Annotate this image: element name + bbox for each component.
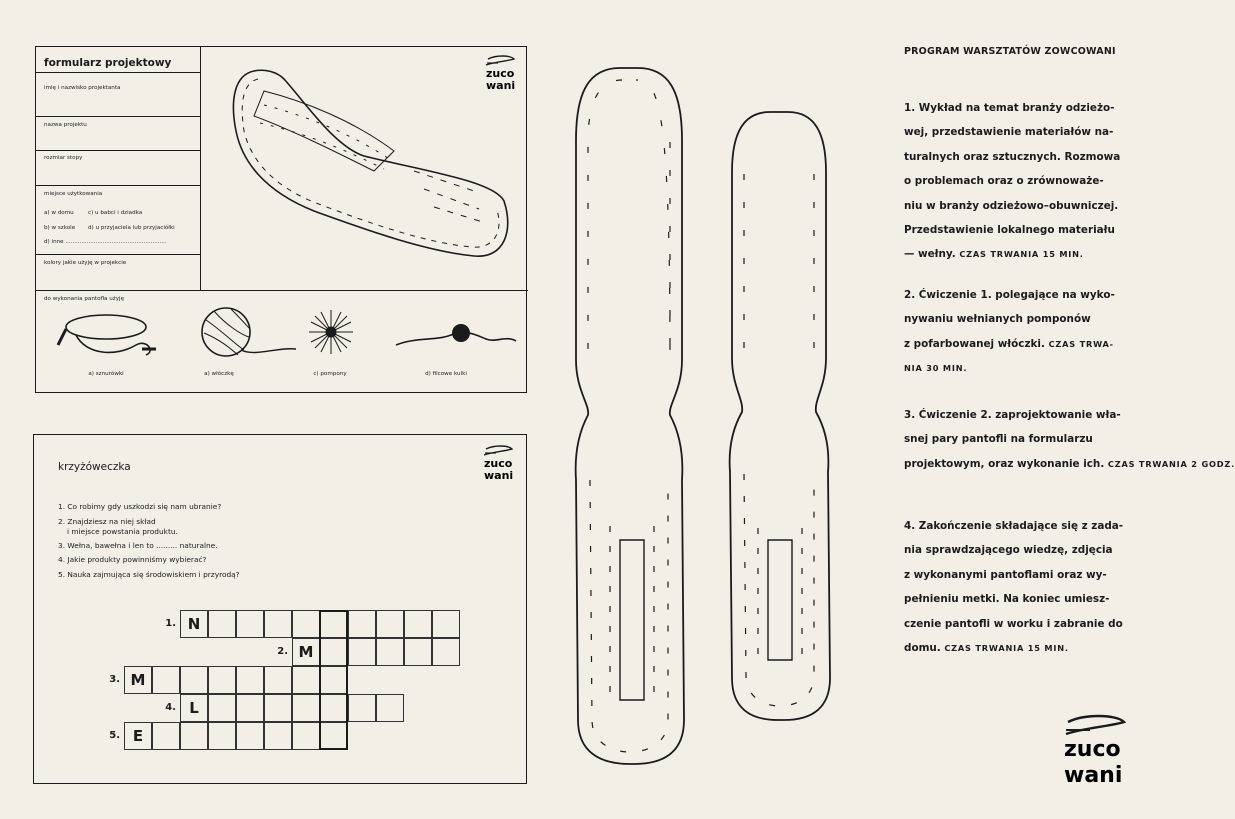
question: 4. Jakie produkty powinniśmy wybierać?	[58, 555, 207, 564]
logo-line2: wani	[484, 469, 514, 482]
program-line: 3. Ćwiczenie 2. zaprojektowanie wła-	[904, 409, 1121, 421]
logo-line1: zuco	[1064, 737, 1121, 762]
program-line: niu w branży odzieżowo–obuwniczej.	[904, 199, 1119, 212]
crossword-cell[interactable]	[236, 694, 264, 722]
program-line: 1. Wykład na temat branży odzieżo-	[904, 102, 1115, 114]
material-label[interactable]: a) włóczkę	[204, 371, 234, 377]
form-title: formularz projektowy	[44, 57, 172, 69]
crossword-cell[interactable]	[208, 666, 236, 694]
crossword-cell[interactable]	[292, 610, 320, 638]
program-line: z wykonanymi pantoflami oraz wy-	[904, 568, 1107, 581]
question: 5. Nauka zajmująca się środowiskiem i przyrodą?	[58, 570, 240, 579]
crossword-letter-cell[interactable]: M	[124, 666, 152, 694]
slipper-sole-illustration	[224, 61, 514, 271]
shoelace-icon	[58, 315, 156, 355]
crossword-cell[interactable]	[208, 722, 236, 750]
question: 3. Wełna, bawełna i len to ......... naturalne.	[58, 541, 218, 550]
crossword-cell[interactable]	[264, 694, 292, 722]
crossword-cell[interactable]	[292, 694, 320, 722]
duration-label: CZAS TRWA-	[1048, 338, 1114, 349]
slipper-pattern-small	[730, 112, 830, 720]
program-line-text: projektowym, oraz wykonanie ich.	[904, 457, 1105, 470]
crossword-cell[interactable]	[292, 666, 320, 694]
logo-line2: wani	[1064, 763, 1123, 788]
duration-label: CZAS TRWANIA 15 MIN.	[944, 643, 1069, 654]
materials-illustrations	[56, 305, 516, 375]
usage-option[interactable]: a) w domu	[44, 210, 74, 216]
clue-number: 2.	[277, 646, 288, 657]
program-line: Przedstawienie lokalnego materiału	[904, 224, 1115, 237]
crossword-cell[interactable]	[236, 666, 264, 694]
crossword-cell[interactable]	[208, 694, 236, 722]
question: 2. Znajdziesz na niej skład	[58, 517, 156, 526]
form-divider	[36, 150, 200, 151]
slipper-patterns	[560, 60, 870, 770]
program-line: turalnych oraz sztucznych. Rozmowa	[904, 150, 1121, 163]
crossword-cell[interactable]	[404, 610, 432, 638]
program-item-3	[904, 403, 1235, 476]
usage-option[interactable]: b) w szkole	[44, 225, 76, 231]
program-line	[904, 636, 1144, 660]
crossword-cell[interactable]	[152, 666, 180, 694]
material-label[interactable]: a) sznurówki	[88, 371, 124, 377]
clue-number: 1.	[165, 618, 176, 629]
program-line-text: — wełny.	[904, 248, 956, 261]
crossword-cell[interactable]	[376, 694, 404, 722]
crossword-cell[interactable]	[208, 610, 236, 638]
crossword-title: krzyżóweczka	[58, 461, 131, 473]
program-line: nywaniu wełnianych pomponów	[904, 313, 1091, 326]
form-divider	[36, 290, 528, 291]
usage-option[interactable]: d) inne .........................................................	[44, 239, 167, 245]
program-item-2	[904, 283, 1144, 381]
design-form-card	[35, 46, 527, 393]
crossword-cell[interactable]	[264, 722, 292, 750]
field-designer-name[interactable]: imię i nazwisko projektanta	[44, 85, 121, 91]
program-line	[904, 332, 1144, 356]
crossword-cell[interactable]	[432, 610, 460, 638]
zucowani-logo-icon	[480, 443, 522, 483]
crossword-letter-cell[interactable]: M	[292, 638, 320, 666]
crossword-letter-cell[interactable]: E	[124, 722, 152, 750]
clue-number: 5.	[109, 730, 120, 741]
duration-label: CZAS TRWANIA 15 MIN.	[959, 249, 1084, 260]
crossword-cell[interactable]	[152, 722, 180, 750]
crossword-cell[interactable]	[348, 694, 376, 722]
crossword-cell[interactable]	[404, 638, 432, 666]
crossword-cell[interactable]	[432, 638, 460, 666]
crossword-cell[interactable]	[180, 722, 208, 750]
crossword-cell[interactable]	[236, 610, 264, 638]
usage-option[interactable]: d) u przyjaciela lub przyjaciółki	[88, 225, 175, 231]
program-line-text: z pofarbowanej włóczki.	[904, 337, 1045, 350]
program-item-1	[904, 96, 1144, 267]
material-label[interactable]: c) pompony	[313, 371, 347, 377]
password-column	[319, 610, 348, 750]
duration-label: NIA 30 MIN.	[904, 363, 968, 374]
program-line: 2. Ćwiczenie 1. polegające na wyko-	[904, 289, 1115, 301]
felt-ball-icon	[396, 324, 516, 345]
logo-line1: zuco	[486, 67, 515, 80]
crossword-cell[interactable]	[292, 722, 320, 750]
program-line: czenie pantofli w worku i zabranie do	[904, 617, 1123, 630]
slipper-pattern-large	[576, 68, 684, 764]
program-title: PROGRAM WARSZTATÓW ZOWCOWANI	[904, 46, 1116, 57]
program-line: 4. Zakończenie składające się z zada-	[904, 520, 1124, 532]
pompom-icon	[309, 310, 353, 354]
program-line-text: domu.	[904, 642, 941, 655]
logo-line1: zuco	[484, 457, 513, 470]
crossword-letter-cell[interactable]: L	[180, 694, 208, 722]
question: i miejsce powstania produktu.	[67, 527, 178, 536]
program-line: wej, przedstawienie materiałów na-	[904, 126, 1114, 139]
crossword-cell[interactable]	[180, 666, 208, 694]
usage-option[interactable]: c) u babci i dziadka	[88, 210, 143, 216]
program-line: o problemach oraz o zrównoważe-	[904, 175, 1104, 188]
program-line: pełnieniu metki. Na koniec umiesz-	[904, 593, 1110, 606]
zucowani-logo-large-icon	[1060, 712, 1144, 788]
crossword-card	[33, 434, 527, 784]
crossword-letter-cell[interactable]: N	[180, 610, 208, 638]
field-usage-place: miejsce użytkowania	[44, 191, 103, 197]
field-project-name[interactable]: nazwa projektu	[44, 122, 87, 128]
form-divider	[36, 116, 200, 117]
form-divider	[36, 254, 200, 255]
field-colors[interactable]: kolory jakie użyję w projekcie	[44, 260, 127, 266]
form-divider-vertical	[200, 47, 201, 290]
duration-label: CZAS TRWANIA 2 GODZ.	[1107, 458, 1235, 469]
program-line	[904, 452, 1235, 476]
program-line: nia sprawdzającego wiedzę, zdjęcia	[904, 544, 1113, 557]
question: 1. Co robimy gdy uszkodzi się nam ubranie?	[58, 502, 222, 511]
crossword-cell[interactable]	[264, 610, 292, 638]
crossword-cell[interactable]	[264, 666, 292, 694]
crossword-cell[interactable]	[348, 638, 376, 666]
program-item-4	[904, 514, 1144, 660]
materials-label: do wykonania pantofla użyję	[44, 296, 125, 302]
material-label[interactable]: d) filcowe kulki	[425, 371, 467, 377]
clue-number: 3.	[109, 674, 120, 685]
crossword-cell[interactable]	[348, 610, 376, 638]
field-foot-size[interactable]: rozmiar stopy	[44, 155, 83, 161]
yarn-ball-icon	[202, 308, 296, 356]
crossword-cell[interactable]	[376, 638, 404, 666]
program-line: snej pary pantofli na formularzu	[904, 433, 1093, 446]
form-divider	[36, 185, 200, 186]
form-divider	[36, 72, 200, 73]
logo-line2: wani	[486, 79, 516, 92]
program-line	[904, 242, 1144, 266]
clue-number: 4.	[165, 702, 176, 713]
crossword-cell[interactable]	[376, 610, 404, 638]
crossword-cell[interactable]	[236, 722, 264, 750]
